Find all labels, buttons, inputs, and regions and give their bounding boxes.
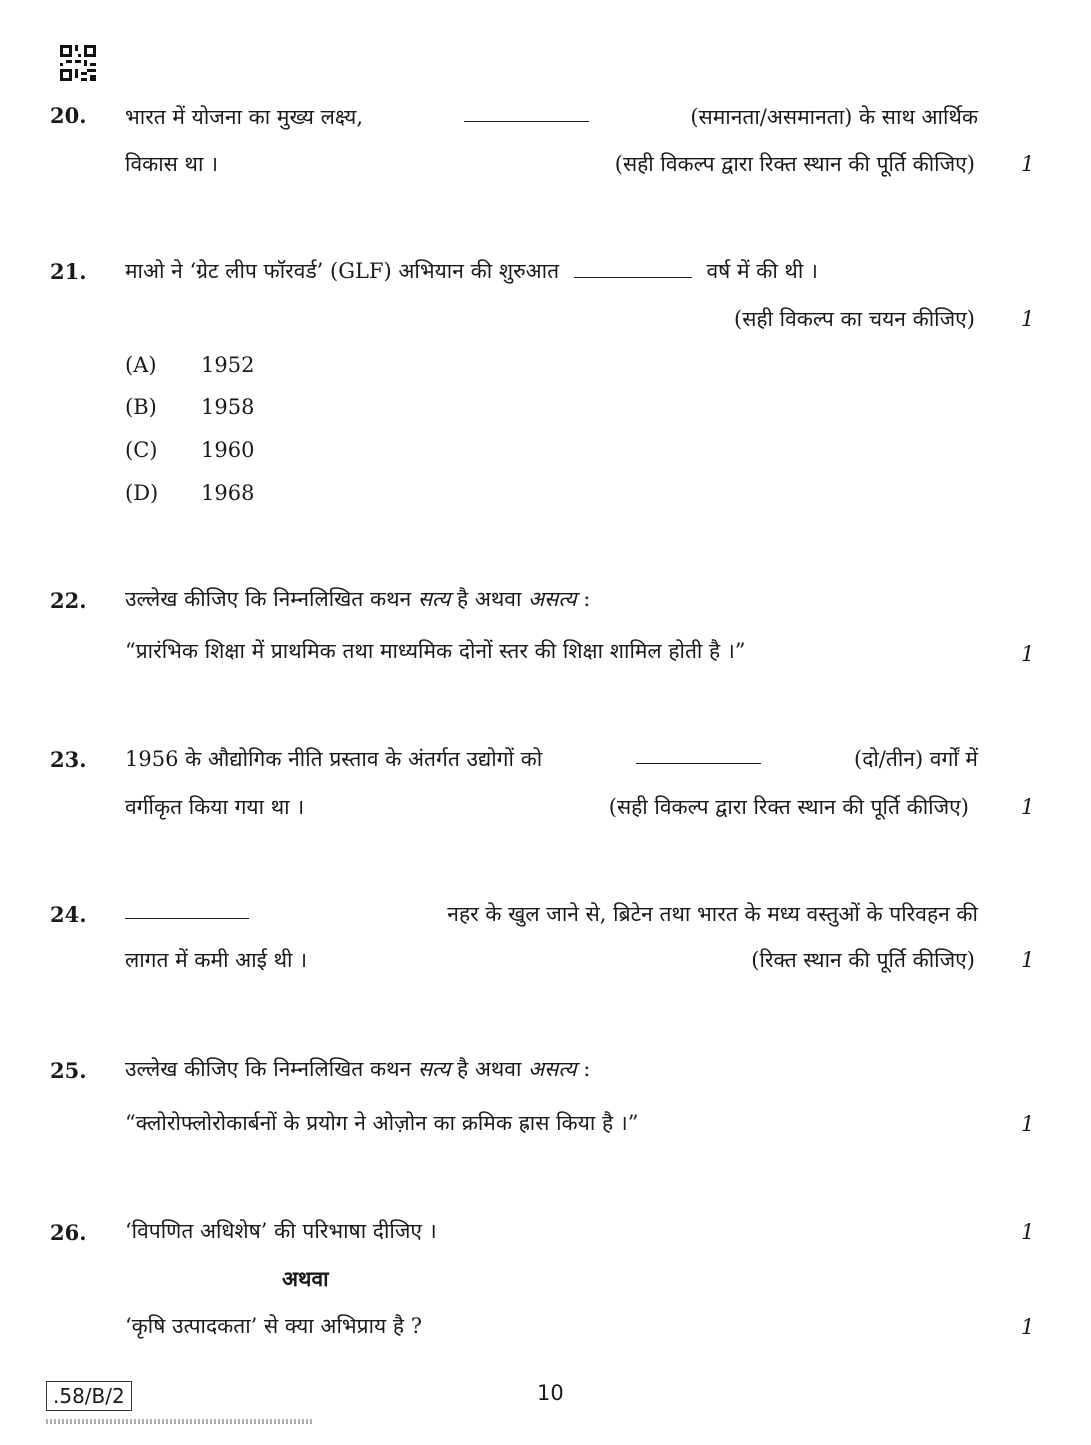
option-label: (A) (125, 353, 157, 377)
option-value: 1958 (201, 395, 255, 419)
marks: 1 (1021, 307, 1035, 331)
question-line: उल्लेख कीजिए कि निम्नलिखित कथन सत्य है अथवा असत्य : (125, 1057, 591, 1081)
fill-blank (636, 745, 761, 764)
question-line: लागत में कमी आई थी । (125, 948, 308, 972)
question-line: वर्गीकृत किया गया था । (125, 795, 305, 819)
statement-text: “क्लोरोफ्लोरोकार्बनों के प्रयोग ने ओज़ोन का क्रमिक ह्रास किया है ।” (125, 1111, 639, 1135)
marks: 1 (1021, 795, 1035, 819)
option-label: (B) (125, 395, 157, 419)
question-line: 1956 के औद्योगिक नीति प्रस्ताव के अंतर्गत उद्योगों को (दो/तीन) वर्गों में (125, 747, 978, 771)
option-value: 1968 (201, 481, 255, 505)
instruction-text: (सही विकल्प द्वारा रिक्त स्थान की पूर्ति कीजिए) (608, 795, 969, 819)
page-number: 10 (537, 1381, 564, 1405)
marks: 1 (1021, 1112, 1035, 1136)
or-heading: अथवा (282, 1266, 329, 1291)
marks: 1 (1021, 642, 1035, 666)
instruction-text: (रिक्त स्थान की पूर्ति कीजिए) (751, 948, 975, 972)
marks: 1 (1021, 1220, 1035, 1244)
instruction-text: (सही विकल्प द्वारा रिक्त स्थान की पूर्ति कीजिए) (614, 152, 975, 176)
question-line: माओ ने ‘ग्रेट लीप फॉरवर्ड’ (GLF) अभियान की शुरुआत वर्ष में की थी । (125, 259, 818, 283)
question-line: उल्लेख कीजिए कि निम्नलिखित कथन सत्य है अथवा असत्य : (125, 587, 591, 611)
fill-blank (125, 900, 249, 919)
marks: 1 (1021, 948, 1035, 972)
qr-code (60, 45, 96, 81)
question-line: ‘कृषि उत्पादकता’ से क्या अभिप्राय है ? (125, 1314, 422, 1338)
question-number: 23. (50, 747, 87, 772)
option-c (125, 438, 254, 462)
fill-blank (464, 103, 589, 122)
option-label: (D) (125, 481, 159, 505)
question-number: 20. (50, 103, 87, 128)
fill-blank (574, 259, 692, 278)
instruction-text: (सही विकल्प का चयन कीजिए) (734, 307, 975, 331)
question-line: ‘विपणित अधिशेष’ की परिभाषा दीजिए । (125, 1219, 437, 1243)
question-number: 22. (50, 588, 87, 613)
option-b (125, 395, 254, 419)
marks: 1 (1021, 1315, 1035, 1339)
question-line: विकास था । (125, 152, 219, 176)
statement-text: “प्रारंभिक शिक्षा में प्राथमिक तथा माध्यमिक दोनों स्तर की शिक्षा शामिल होती है ।” (125, 639, 746, 663)
option-d (125, 481, 254, 505)
question-line: भारत में योजना का मुख्य लक्ष्य, (समानता/असमानता) के साथ आर्थिक (125, 105, 978, 129)
option-value: 1960 (201, 438, 255, 462)
question-number: 26. (50, 1220, 87, 1245)
question-line: नहर के खुल जाने से, ब्रिटेन तथा भारत के मध्य वस्तुओं के परिवहन की (125, 900, 978, 928)
option-label: (C) (125, 438, 158, 462)
question-number: 24. (50, 902, 87, 927)
option-a (125, 353, 254, 377)
footer-strip (46, 1419, 314, 1424)
marks: 1 (1021, 152, 1035, 176)
question-number: 25. (50, 1058, 87, 1083)
question-number: 21. (50, 259, 87, 284)
paper-code: .58/B/2 (46, 1381, 132, 1411)
option-value: 1952 (201, 353, 255, 377)
